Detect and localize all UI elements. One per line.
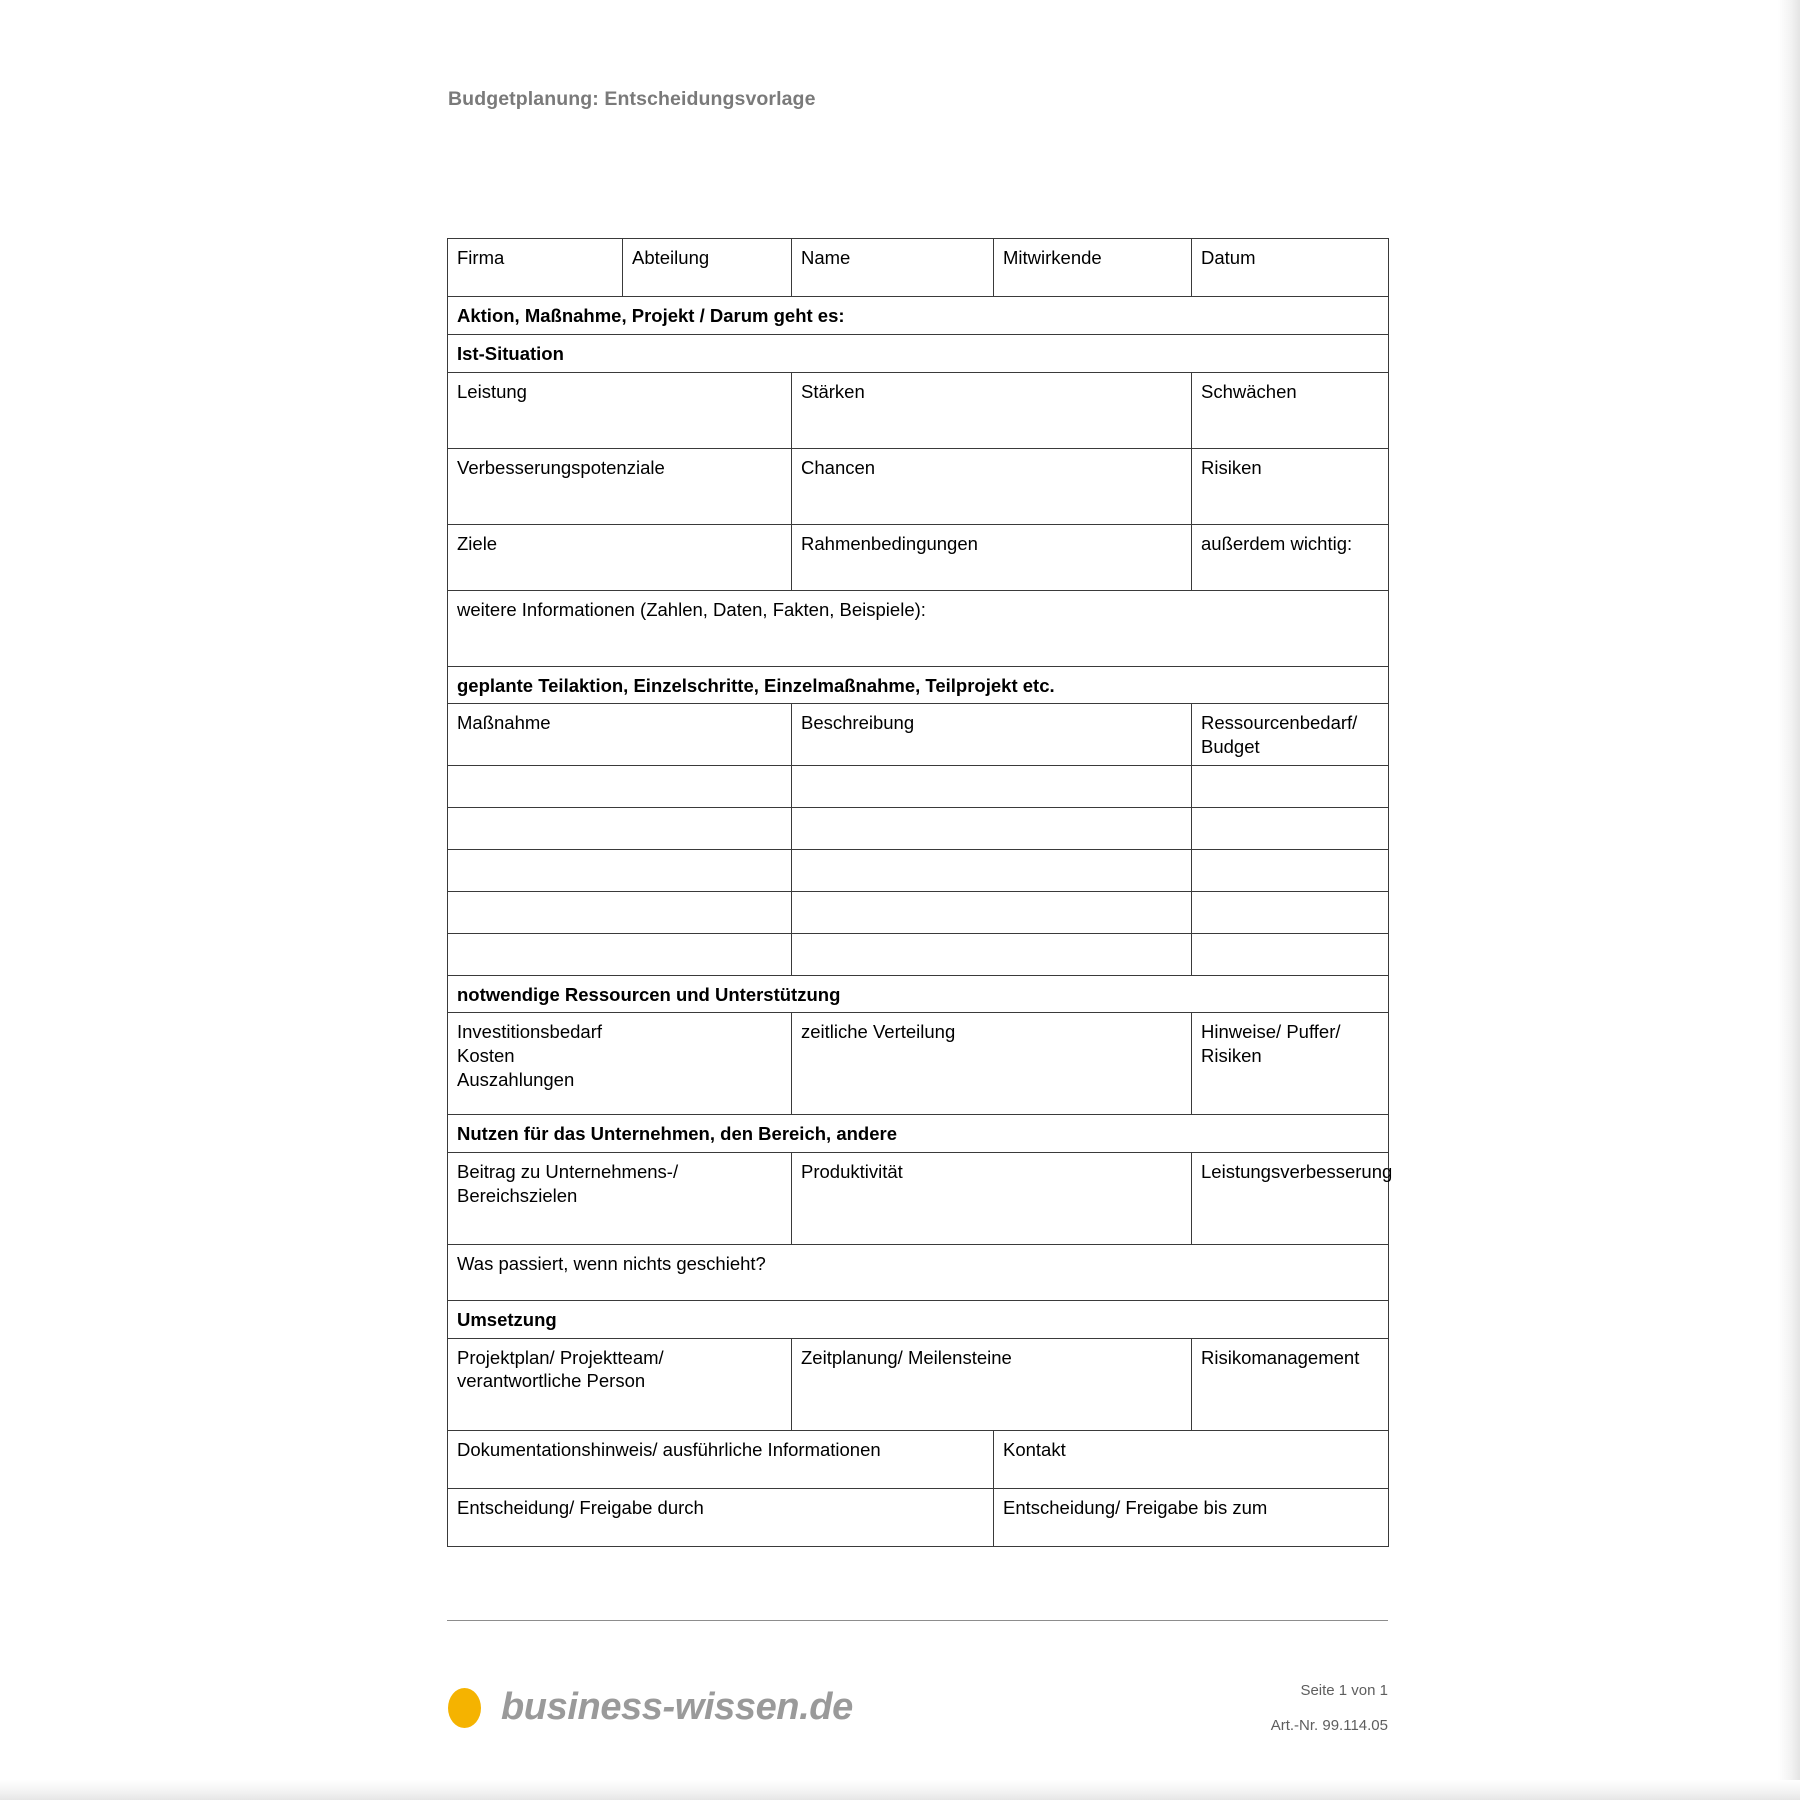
logo-text: business-wissen.de	[501, 1686, 853, 1728]
field-abteilung[interactable]	[623, 239, 792, 297]
label-projektplan-line-2: verantwortliche Person	[457, 1370, 646, 1392]
field-label-datum: Datum	[1201, 247, 1256, 268]
label-rahmenbedingungen: Rahmenbedingungen	[801, 532, 978, 554]
umsetzung-row	[448, 1338, 1389, 1430]
label-entscheidung-bis: Entscheidung/ Freigabe bis zum	[1003, 1496, 1268, 1518]
footer-divider	[447, 1620, 1388, 1621]
was-passiert-row	[448, 1245, 1389, 1301]
table-row	[448, 891, 1389, 933]
weitere-informationen-row	[448, 590, 1389, 666]
cell-ziele[interactable]	[448, 524, 792, 590]
cell-beschreibung-entry[interactable]	[792, 765, 1192, 807]
page-edge-shadow-right	[1778, 0, 1800, 1800]
cell-beschreibung-entry[interactable]	[792, 849, 1192, 891]
column-header-beschreibung	[792, 704, 1192, 765]
band-aktion: Aktion, Maßnahme, Projekt / Darum geht es:	[448, 297, 1389, 335]
cell-produktivitaet[interactable]	[792, 1153, 1192, 1245]
label-dokumentationshinweis: Dokumentationshinweis/ ausführliche Informationen	[457, 1438, 881, 1460]
label-zeitplanung-meilensteine: Zeitplanung/ Meilensteine	[801, 1346, 1012, 1368]
label-hinweise-puffer-risiken: Hinweise/ Puffer/ Risiken	[1201, 1021, 1341, 1067]
label-risikomanagement: Risikomanagement	[1201, 1346, 1360, 1368]
cell-leistungsverbesserung[interactable]	[1192, 1153, 1393, 1245]
band-row-nutzen	[448, 1115, 1389, 1153]
label-ziele: Ziele	[457, 532, 498, 554]
cell-staerken[interactable]	[792, 372, 1192, 448]
cell-chancen[interactable]	[792, 448, 1192, 524]
cell-ressourcenbedarf-entry[interactable]	[1192, 849, 1389, 891]
band-row-umsetzung	[448, 1301, 1389, 1339]
brand-logo[interactable]	[448, 1686, 853, 1729]
dokumentationshinweis-row	[448, 1430, 1389, 1488]
cell-ressourcenbedarf-entry[interactable]	[1192, 807, 1389, 849]
cell-ausserdem-wichtig[interactable]	[1192, 524, 1389, 590]
field-label-abteilung: Abteilung	[632, 247, 710, 268]
band-umsetzung: Umsetzung	[448, 1301, 1389, 1339]
label-staerken: Stärken	[801, 380, 865, 402]
decision-template-form	[447, 238, 1393, 1547]
table-row	[448, 933, 1389, 975]
field-label-name: Name	[801, 247, 851, 268]
cell-massnahme-entry[interactable]	[448, 891, 792, 933]
field-firma[interactable]	[448, 239, 623, 297]
ist-situation-row-1	[448, 372, 1389, 448]
cell-was-passiert[interactable]	[448, 1245, 1389, 1301]
cell-massnahme-entry[interactable]	[448, 765, 792, 807]
cell-zeitplanung-meilensteine[interactable]	[792, 1338, 1192, 1430]
table-row	[448, 849, 1389, 891]
label-was-passiert: Was passiert, wenn nichts geschieht?	[457, 1253, 766, 1275]
ist-situation-row-3	[448, 524, 1389, 590]
article-number: Art.-Nr. 99.114.05	[1270, 1716, 1388, 1734]
label-kosten: Kosten	[457, 1045, 515, 1067]
band-ist-situation: Ist-Situation	[448, 335, 1389, 373]
label-beitrag-line-1: Beitrag zu Unternehmens-/	[457, 1161, 679, 1183]
field-datum[interactable]	[1192, 239, 1389, 297]
label-chancen: Chancen	[801, 456, 876, 478]
cell-kontakt[interactable]	[994, 1430, 1389, 1488]
massnahmen-header-row	[448, 704, 1389, 765]
cell-entscheidung-bis[interactable]	[994, 1488, 1389, 1546]
form-table	[447, 238, 1393, 1547]
cell-ressourcenbedarf-entry[interactable]	[1192, 933, 1389, 975]
label-beitrag-line-2: Bereichszielen	[457, 1184, 578, 1206]
cell-beschreibung-entry[interactable]	[792, 807, 1192, 849]
field-label-mitwirkende: Mitwirkende	[1003, 247, 1102, 268]
entscheidung-row	[448, 1488, 1389, 1546]
field-name[interactable]	[792, 239, 994, 297]
cell-risikomanagement[interactable]	[1192, 1338, 1389, 1430]
label-massnahme: Maßnahme	[457, 712, 551, 734]
cell-weitere-informationen[interactable]	[448, 590, 1389, 666]
label-leistungsverbesserung: Leistungsverbesserung	[1201, 1161, 1393, 1183]
label-entscheidung-durch: Entscheidung/ Freigabe durch	[457, 1496, 704, 1518]
band-notwendige-ressourcen: notwendige Ressourcen und Unterstützung	[448, 975, 1389, 1013]
logo-dot-icon	[448, 1688, 481, 1728]
cell-schwaechen[interactable]	[1192, 372, 1389, 448]
cell-massnahme-entry[interactable]	[448, 933, 792, 975]
label-auszahlungen: Auszahlungen	[457, 1068, 575, 1090]
band-row-ist-situation	[448, 335, 1389, 373]
label-risiken: Risiken	[1201, 456, 1262, 478]
cell-zeitliche-verteilung[interactable]	[792, 1013, 1192, 1115]
label-weitere-informationen: weitere Informationen (Zahlen, Daten, Fakten, Beispiele):	[457, 598, 926, 620]
column-header-ressourcenbedarf	[1192, 704, 1389, 765]
field-label-firma: Firma	[457, 247, 505, 268]
table-row	[448, 807, 1389, 849]
field-mitwirkende[interactable]	[994, 239, 1192, 297]
page-edge-shadow-bottom	[0, 1780, 1800, 1800]
label-leistung: Leistung	[457, 380, 527, 402]
ist-situation-row-2	[448, 448, 1389, 524]
page-footer	[447, 1648, 1388, 1768]
column-header-massnahme	[448, 704, 792, 765]
band-row-notwendige-ressourcen	[448, 975, 1389, 1013]
band-nutzen: Nutzen für das Unternehmen, den Bereich, andere	[448, 1115, 1389, 1153]
nutzen-row	[448, 1153, 1389, 1245]
cell-beitrag-unternehmensziele[interactable]	[448, 1153, 792, 1245]
label-produktivitaet: Produktivität	[801, 1161, 903, 1183]
label-kontakt: Kontakt	[1003, 1438, 1066, 1460]
label-schwaechen: Schwächen	[1201, 380, 1297, 402]
band-row-geplante-teilaktion	[448, 666, 1389, 704]
ressourcen-row	[448, 1013, 1389, 1115]
label-zeitliche-verteilung: zeitliche Verteilung	[801, 1021, 956, 1043]
cell-dokumentationshinweis[interactable]	[448, 1430, 994, 1488]
label-ressourcenbedarf: Ressourcenbedarf/ Budget	[1201, 712, 1358, 758]
cell-projektplan[interactable]	[448, 1338, 792, 1430]
identity-row	[448, 239, 1389, 297]
table-row	[448, 765, 1389, 807]
page-number: Seite 1 von 1	[1300, 1682, 1388, 1699]
label-projektplan-line-1: Projektplan/ Projektteam/	[457, 1346, 664, 1368]
cell-risiken[interactable]	[1192, 448, 1389, 524]
cell-beschreibung-entry[interactable]	[792, 933, 1192, 975]
cell-investitionsbedarf[interactable]	[448, 1013, 792, 1115]
cell-leistung[interactable]	[448, 372, 792, 448]
footer-meta	[1271, 1674, 1388, 1743]
label-beschreibung: Beschreibung	[801, 712, 915, 734]
label-ausserdem-wichtig: außerdem wichtig:	[1201, 532, 1353, 554]
cell-massnahme-entry[interactable]	[448, 849, 792, 891]
cell-massnahme-entry[interactable]	[448, 807, 792, 849]
band-row-aktion	[448, 297, 1389, 335]
cell-ressourcenbedarf-entry[interactable]	[1192, 891, 1389, 933]
cell-verbesserungspotenziale[interactable]	[448, 448, 792, 524]
cell-ressourcenbedarf-entry[interactable]	[1192, 765, 1389, 807]
cell-hinweise-puffer-risiken[interactable]	[1192, 1013, 1389, 1115]
page-title: Budgetplanung: Entscheidungsvorlage	[448, 88, 816, 110]
cell-rahmenbedingungen[interactable]	[792, 524, 1192, 590]
cell-entscheidung-durch[interactable]	[448, 1488, 994, 1546]
label-investitionsbedarf: Investitionsbedarf	[457, 1021, 603, 1043]
label-verbesserungspotenziale: Verbesserungspotenziale	[457, 456, 665, 478]
band-geplante-teilaktion: geplante Teilaktion, Einzelschritte, Einzelmaßnahme, Teilprojekt etc.	[448, 666, 1389, 704]
cell-beschreibung-entry[interactable]	[792, 891, 1192, 933]
